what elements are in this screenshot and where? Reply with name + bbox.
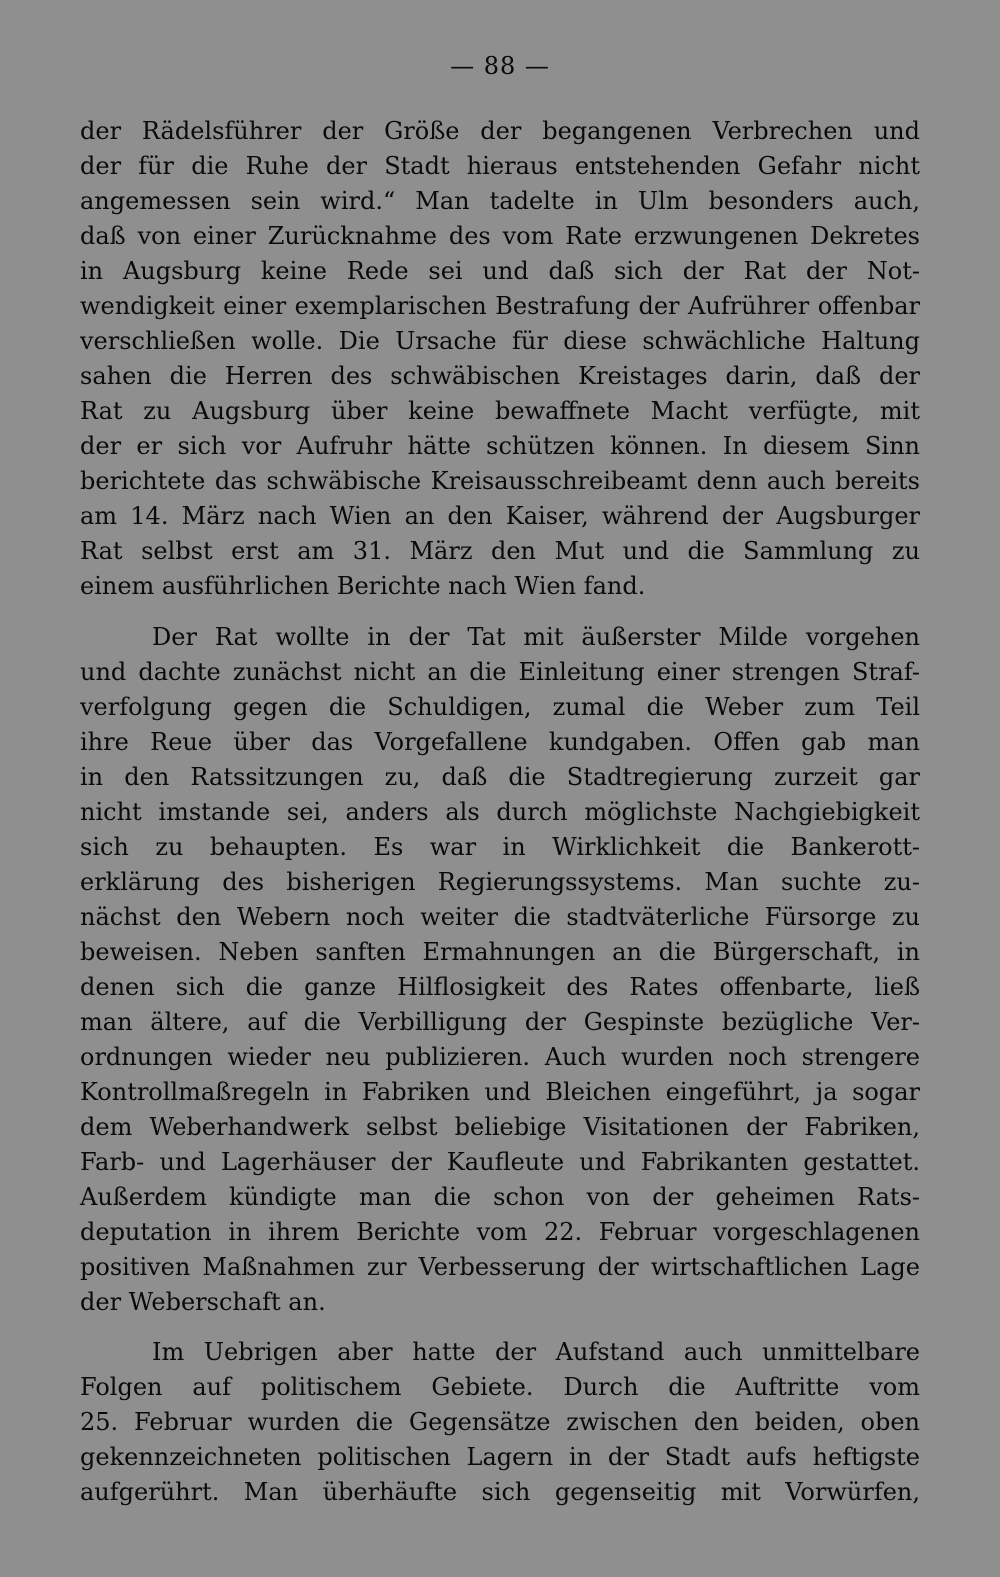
text-line: aufgerührt. Man überhäufte sich gegenseitig mit Vorwürfen, xyxy=(80,1478,920,1506)
text-line: wendigkeit einer exemplarischen Bestrafung der Aufrührer offenbar xyxy=(80,292,920,320)
text-line: 25. Februar wurden die Gegensätze zwischen den beiden, oben xyxy=(80,1408,920,1436)
paragraph-3 xyxy=(80,1335,920,1510)
text-line: Folgen auf politischem Gebiete. Durch die Auftritte vom xyxy=(80,1373,920,1401)
text-line: angemessen sein wird.“ Man tadelte in Ulm besonders auch, xyxy=(80,187,920,215)
text-line: Farb- und Lagerhäuser der Kaufleute und Fabrikanten gestattet. xyxy=(80,1148,920,1176)
text-line: beweisen. Neben sanften Ermahnungen an die Bürgerschaft, in xyxy=(80,938,920,966)
text-line: verschließen wolle. Die Ursache für diese schwächliche Haltung xyxy=(80,327,920,355)
text-line: deputation in ihrem Berichte vom 22. Februar vorgeschlagenen xyxy=(80,1218,920,1246)
paragraph-1 xyxy=(80,114,920,604)
page-number: — 88 — xyxy=(450,52,550,80)
text-line: Rat zu Augsburg über keine bewaffnete Macht verfügte, mit xyxy=(80,397,920,425)
text-line: der Rädelsführer der Größe der begangenen Verbrechen und xyxy=(80,117,920,145)
text-line: ordnungen wieder neu publizieren. Auch wurden noch strengere xyxy=(80,1043,920,1071)
text-line: verfolgung gegen die Schuldigen, zumal die Weber zum Teil xyxy=(80,693,920,721)
text-line: einem ausführlichen Berichte nach Wien fand. xyxy=(80,572,646,600)
text-line: in den Ratssitzungen zu, daß die Stadtregierung zurzeit gar xyxy=(80,763,920,791)
text-line: denen sich die ganze Hilflosigkeit des Rates offenbarte, ließ xyxy=(80,973,920,1001)
text-line: Außerdem kündigte man die schon von der geheimen Rats- xyxy=(80,1183,920,1211)
text-line: der er sich vor Aufruhr hätte schützen können. In diesem Sinn xyxy=(80,432,920,460)
text-line: berichtete das schwäbische Kreisausschreibeamt denn auch bereits xyxy=(80,467,920,495)
text-line: positiven Maßnahmen zur Verbesserung der wirtschaftlichen Lage xyxy=(80,1253,920,1281)
text-line: Rat selbst erst am 31. März den Mut und die Sammlung zu xyxy=(80,537,920,565)
text-line: ihre Reue über das Vorgefallene kundgaben. Offen gab man xyxy=(80,728,920,756)
text-line: sich zu behaupten. Es war in Wirklichkeit die Bankerott- xyxy=(80,833,920,861)
text-line: Im Uebrigen aber hatte der Aufstand auch unmittelbare xyxy=(152,1338,920,1366)
text-line: am 14. März nach Wien an den Kaiser, während der Augsburger xyxy=(80,502,920,530)
text-line: Der Rat wollte in der Tat mit äußerster Milde vorgehen xyxy=(152,623,920,651)
paragraph-2 xyxy=(80,620,920,1320)
text-line: in Augsburg keine Rede sei und daß sich der Rat der Not- xyxy=(80,257,920,285)
text-line: erklärung des bisherigen Regierungssystems. Man suchte zu- xyxy=(80,868,920,896)
text-line: man ältere, auf die Verbilligung der Gespinste bezügliche Ver- xyxy=(80,1008,920,1036)
text-line: und dachte zunächst nicht an die Einleitung einer strengen Straf- xyxy=(80,658,920,686)
text-line: daß von einer Zurücknahme des vom Rate erzwungenen Dekretes xyxy=(80,222,920,250)
text-line: gekennzeichneten politischen Lagern in der Stadt aufs heftigste xyxy=(80,1443,920,1471)
text-line: Kontrollmaßregeln in Fabriken und Bleichen eingeführt, ja sogar xyxy=(80,1078,920,1106)
text-line: nächst den Webern noch weiter die stadtväterliche Fürsorge zu xyxy=(80,903,920,931)
text-line: dem Weberhandwerk selbst beliebige Visitationen der Fabriken, xyxy=(80,1113,920,1141)
text-line: nicht imstande sei, anders als durch möglichste Nachgiebigkeit xyxy=(80,798,920,826)
text-line: sahen die Herren des schwäbischen Kreistages darin, daß der xyxy=(80,362,920,390)
text-line: der Weberschaft an. xyxy=(80,1288,326,1316)
text-line: der für die Ruhe der Stadt hieraus entstehenden Gefahr nicht xyxy=(80,152,920,180)
